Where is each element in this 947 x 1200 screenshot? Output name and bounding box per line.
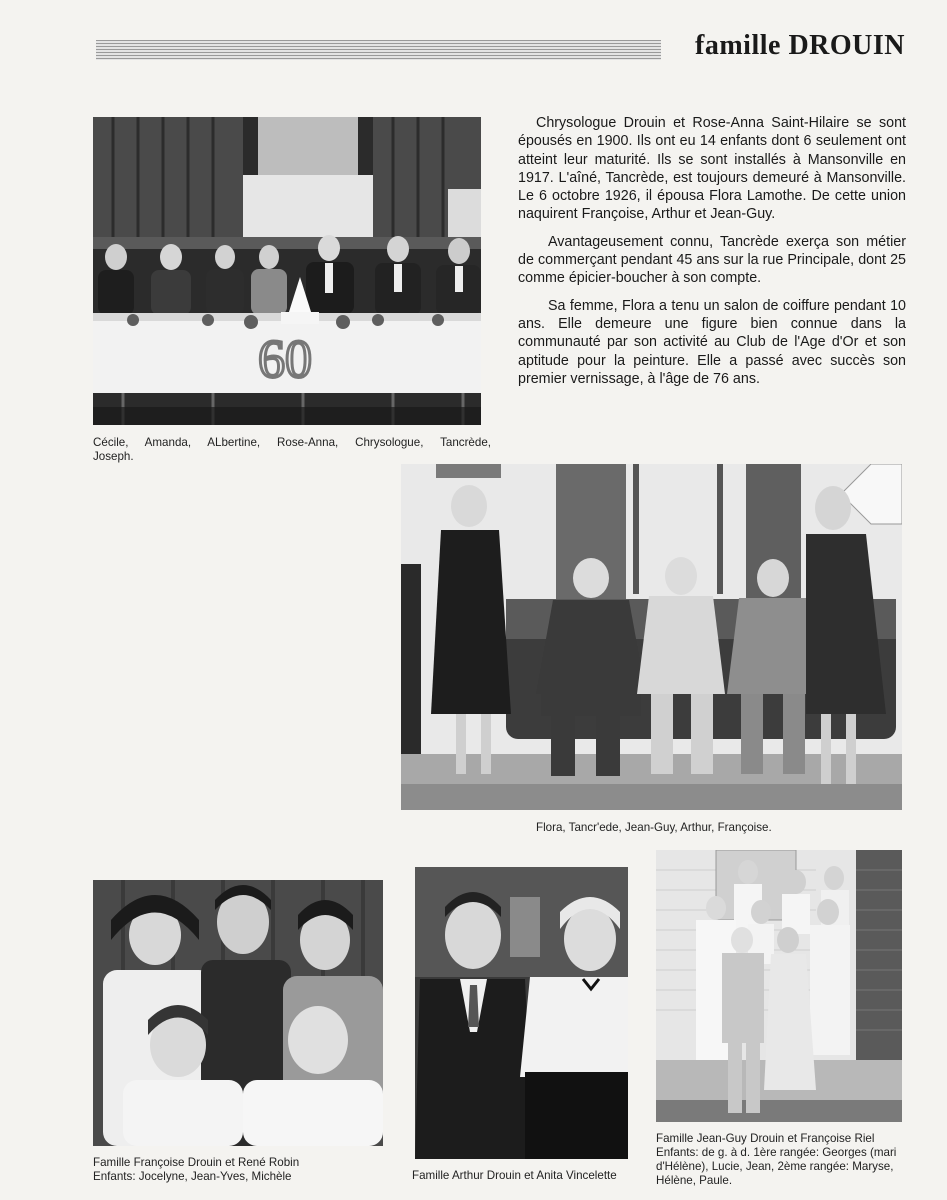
article-text [518, 114, 906, 397]
caption-arthur-anita: Famille Arthur Drouin et Anita Vincelette [412, 1169, 617, 1182]
arthur-anita-image [415, 867, 628, 1159]
photo-francoise-family [93, 880, 383, 1146]
caption-jeanguy-line2: Enfants: de g. à d. 1ère rangée: Georges (mari [656, 1146, 897, 1159]
caption-jeanguy-line4: Hélène, Paule. [656, 1174, 733, 1187]
francoise-family-image [93, 880, 383, 1146]
photo-jeanguy-family [656, 850, 902, 1122]
caption-anniversary-line1: Cécile, Amanda, ALbertine, Rose-Anna, Chrysologue, Tancrède, [93, 436, 491, 449]
page-title-prefix: famille [695, 30, 781, 61]
caption-francoise-line2: Enfants: Jocelyne, Jean-Yves, Michèle [93, 1170, 292, 1183]
anniversary-image [93, 117, 481, 425]
photo-anniversary [93, 117, 481, 425]
caption-jeanguy-line1: Famille Jean-Guy Drouin et Françoise Riel [656, 1132, 875, 1145]
photo-family-sofa [401, 464, 902, 810]
caption-jeanguy-line3: d'Hélène), Lucie, Jean, 2ème rangée: Maryse, [656, 1160, 894, 1173]
jeanguy-family-image [656, 850, 902, 1122]
caption-anniversary [93, 436, 491, 464]
caption-family-sofa: Flora, Tancr'ede, Jean-Guy, Arthur, Françoise. [536, 821, 772, 834]
caption-francoise-family [93, 1156, 393, 1184]
family-sofa-image [401, 464, 902, 810]
page-title [695, 30, 905, 62]
caption-anniversary-line2: Joseph. [93, 450, 134, 463]
article-paragraph: Chrysologue Drouin et Rose-Anna Saint-Hilaire se sont épousés en 1900. Ils ont eu 14 enfants dont 6 seulement ont atteint leur maturité. Ils se sont installés à Mansonville en 1917. L'aîné, Tancrède, est toujours demeuré à Mansonville. Le 6 octobre 1926, il épousa Flora Lamothe. De cette union naquirent Françoise, Arthur et Jean-Guy. [518, 115, 906, 223]
header-rule [96, 40, 661, 60]
photo-arthur-anita [415, 867, 628, 1159]
article-paragraph: Avantageusement connu, Tancrède exerça son métier de commerçant pendant 45 ans sur la rue Principale, dont 25 comme épicier-boucher à son compte. [518, 233, 906, 287]
article-paragraph: Sa femme, Flora a tenu un salon de coiffure pendant 10 ans. Elle demeure une figure bien connue dans la communauté par son activité au Club de l'Age d'Or et son aptitude pour la peinture. Elle a passé avec succès son premier vernissage, à l'âge de 76 ans. [518, 297, 906, 387]
caption-jeanguy-family [656, 1132, 908, 1188]
caption-francoise-line1: Famille Françoise Drouin et René Robin [93, 1156, 300, 1169]
page-title-family: DROUIN [788, 30, 905, 61]
cake-numeral: 60 [258, 329, 312, 389]
